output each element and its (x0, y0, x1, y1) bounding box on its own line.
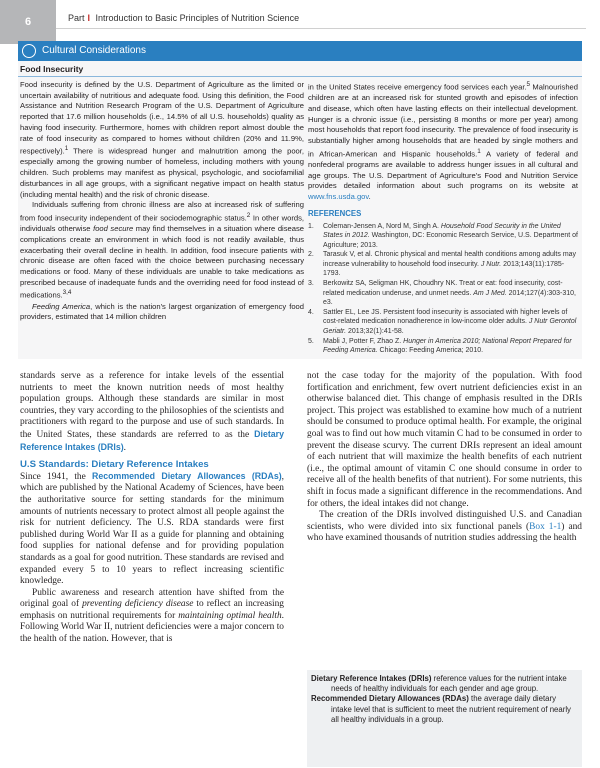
page-header (0, 0, 600, 44)
part-label: Part (68, 13, 85, 23)
references-heading: REFERENCES (308, 208, 362, 218)
box-title: Cultural Considerations (42, 45, 146, 56)
fns-website-link[interactable]: www.fns.usda.gov (308, 192, 369, 202)
header-rule (56, 28, 586, 29)
term-rdas: Recommended Dietary Allowances (RDAs) (91, 470, 282, 481)
box-1-1-link[interactable]: Box 1-1 (529, 521, 562, 532)
main-left-column (20, 371, 284, 646)
globe-icon (22, 44, 36, 58)
definition-rdas: Recommended Dietary Allowances (RDAs) the average daily dietary intake level that is sufficient to meet the nutrient requirement of nearly all healthy individuals in a group. (311, 694, 571, 724)
box-right-column (308, 80, 578, 356)
box-paragraph: Food insecurity is defined by the U.S. Department of Agriculture as the limited or uncertain availability of nutritious and adequate food. Using this definition, the Food Assistance and Nutrition Research Program of the U.S. Department of Agriculture reported that 17.6 million households (i.e., 14.5% of all U.S. households) quality as having food insecurity. Furthermore, homes with children report almost double the rate of food insecurity as compared to homes without children (20% and 11.9%, respectively).$^1$ There is widespread hunger and malnutrition among the poor, especially among the growing number of homeless, including mothers with young children. Such problems may manifest as physical, psychologic, and sociofamilial disturbances in all age groups, with a significant negative impact on health status (including mental health) and the risk of chronic disease. (20, 80, 304, 199)
main-right-column (307, 371, 582, 545)
box-paragraph: in the United States receive emergency food services each year.$^5$ Malnourished children are at an increased risk for stunted growth and episodes of infection and disease, which often have lasting effects on their intellectual development. Hunger is a chronic issue (i.e., persisting 8 months or more per year) among most households that report food insecurity. The prevalence of food insecurity is substantially higher among households that are headed by single mothers and in African-American and Hispanic households.$^1$ A variety of federal and nonfederal programs are available to address hunger issues in all cultural and age groups. The U.S. Department of Agriculture's Food and Nutrition Service provides detailed information about such programs on its website at www.fns.usda.gov. (308, 81, 578, 202)
reference-item: 3. Berkowitz SA, Seligman HK, Choudhry NK. Treat or eat: food insecurity, cost-related medication underuse, and unmet needs. Am J Med. 2014;127(4):303-310, e3. (308, 280, 576, 307)
part-roman: I (87, 13, 91, 23)
body-paragraph: The creation of the DRIs involved distinguished U.S. and Canadian scientists, who were divided into six functional panels (Box 1-1) and who have examined thousands of nutrition studies addressing the health (307, 510, 582, 544)
box-subtitle-rule (18, 76, 582, 77)
box-paragraph: Individuals suffering from chronic illness are also at increased risk of suffering from food insecurity independent of their sociodemographic status.$^2$ In other words, individuals otherwise food secure may find themselves in a situation where disease complications create an environment in which food is not readily available, thus exacerbating their overall decline in health. In addition, food insecure patients with chronic disease are often faced with the choice between purchasing necessary medications or food. Many of these individuals are unable to take medications as prescribed because of inadequate funds and the overriding need for food instead of medications.$^{3,4}$ (20, 200, 304, 300)
body-paragraph: Public awareness and research attention have shifted from the original goal of preventing deficiency disease to reflect an increasing emphasis on nutritional requirements for maintaining optimal health. Following World War II, nutrient deficiencies were a major concern to the health of the nation. However, that is (20, 587, 284, 645)
section-heading: U.S Standards: Dietary Reference Intakes (20, 459, 209, 471)
definition-dris: Dietary Reference Intakes (DRIs) reference values for the nutrient intake needs of healthy individuals for each gender and age group. (311, 674, 567, 694)
box-subtitle: Food Insecurity (20, 64, 84, 74)
box-left-column (20, 80, 304, 323)
body-paragraph: Since 1941, the Recommended Dietary Allowances (RDAs), which are published by the National Academy of Sciences, have been the authoritative source for setting standards for the minimum amounts of nutrients necessary to protect almost all people against the risk for nutrient deficiency. The U.S. RDA standards were first published during World War II as a guide for planning and obtaining food supplies for national defense and for providing population standards as a goal for good nutrition. These standards are revised and expanded every 5 to 10 years to reflect increasing scientific knowledge. (20, 470, 284, 587)
term-dris: Dietary Reference Intakes (DRIs) (20, 428, 284, 452)
reference-item: 2. Tarasuk V, et al. Chronic physical and mental health conditions among adults may increase vulnerability to household food insecurity. J Nutr. 2013;143(11):1785-1793. (308, 251, 577, 278)
box-paragraph: Feeding America, which is the nation's largest organization of emergency food providers, estimated that 14 million children (20, 301, 304, 322)
definitions-box (307, 670, 582, 767)
running-head (68, 13, 299, 23)
body-paragraph: standards serve as a reference for intake levels of the essential nutrients to meet the known nutrition needs of most healthy population groups. Although these standards are similar in most countries, they vary according to the philosophies of the scientists and practitioners with regard to the purpose and use of such standards. In the United States, these standards are referred to as the Dietary Reference Intakes (DRIs). (20, 371, 284, 453)
reference-item: 1. Coleman-Jensen A, Nord M, Singh A. Household Food Security in the United States in 2012. Washington, DC: Economic Research Service, U.S. Department of Agriculture; 2013. (308, 222, 578, 249)
page-number: 6 (0, 0, 56, 44)
reference-item: 4. Sattler EL, Lee JS. Persistent food insecurity is associated with higher levels of cost-related medication nonadherence in low-income older adults. J Nutr Gerontol Geriatr. 2013;32(1):41-58. (308, 308, 577, 336)
part-title: Introduction to Basic Principles of Nutrition Science (95, 13, 300, 23)
body-paragraph: not the case today for the majority of the population. With food fortification and enrichment, few overt nutrient deficiencies exist in an otherwise balanced diet. This change of emphasis resulted in the DRIs project. This project was established to examine how much of a nutrient should be consumed to produce optimal health. For example, the original goal was to find out how much vitamin C had to be consumed in order to prevent the disease scurvy. The current DRIs represent an ideal amount of each nutrient that will maximize the health benefits of each nutrient (i.e., the optimal amount of vitamin C one should consume in order to receive all of the health benefits of that nutrient). For some nutrients, this shift in focus made a significant difference in the recommendations. And for others, the ideal intakes did not change. (307, 371, 582, 509)
reference-item: 5. Mabli J, Potter F, Zhao Z. Hunger in America 2010; National Report Prepared for Feeding America. Chicago: Feeding America; 2010. (308, 337, 572, 355)
references-list (308, 222, 578, 356)
